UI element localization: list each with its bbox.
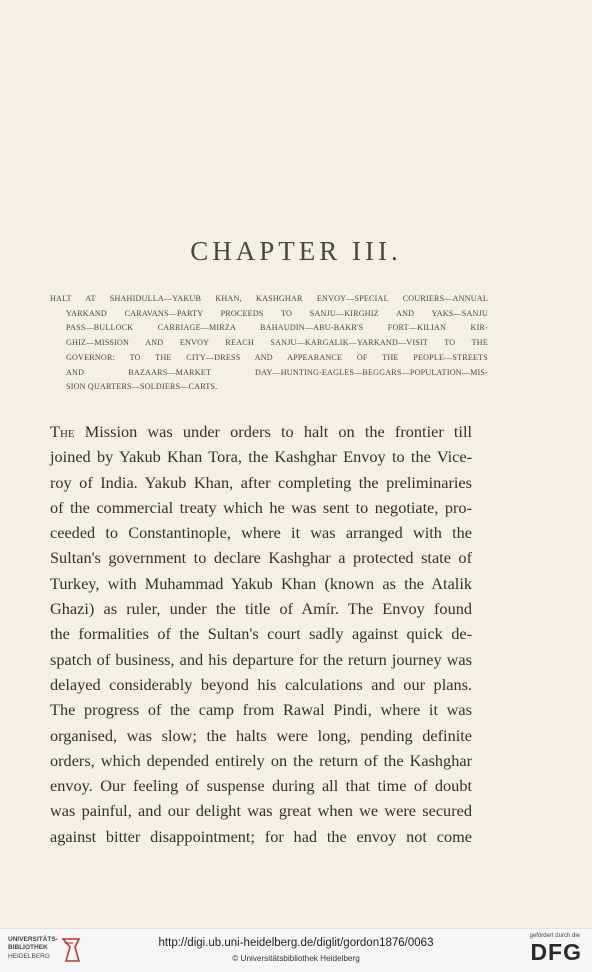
permalink-url[interactable]: http://digi.ub.uni-heidelberg.de/diglit/gordon1876/0063 — [158, 937, 434, 949]
opening-word: The — [50, 422, 75, 441]
body-line: roy of India. Yakub Khan, after completing the preliminaries — [50, 472, 472, 492]
chapter-summary — [50, 292, 488, 395]
body-line: against bitter disappointment; for had the envoy not come — [50, 826, 472, 846]
summary-line: PASS—BULLOCK CARRIAGE—MIRZA BAHAUDIN—ABU-BAKR'S FORT—KILIAN KIR- — [66, 323, 488, 333]
body-line: of the commercial treaty which he was sent to negotiate, pro- — [50, 497, 472, 517]
body-line: Turkey, with Muhammad Yakub Khan (known as the Atalik — [50, 573, 472, 593]
body-line: the formalities of the Sultan's court sadly against quick de- — [50, 624, 472, 644]
logo-text-line: UNIVERSITÄTS- — [8, 936, 58, 943]
summary-line: GOVERNOR: TO THE CITY—DRESS AND APPEARANCE OF THE PEOPLE—STREETS — [66, 352, 488, 362]
body-line: Ghazi) as ruler, under the title of Amír. The Envoy found — [50, 599, 472, 619]
sponsor-note: gefördert durch die — [529, 933, 580, 939]
body-line: ceeded to Constantinople, where it was arranged with the — [50, 523, 472, 543]
logo-text-line: BIBLIOTHEK — [8, 944, 48, 952]
body-line: organised, was slow; the halts were long, pending definite — [50, 725, 472, 745]
logo-text-line: HEIDELBERG — [8, 952, 50, 960]
summary-line: AND BAZAARS—MARKET DAY—HUNTING-EAGLES—BEGGARS—POPULATION—MIS- — [66, 367, 488, 377]
copyright-notice: © Universitätsbibliothek Heidelberg — [232, 954, 360, 963]
summary-line: SION QUARTERS—SOLDIERS—CARTS. — [66, 382, 218, 392]
summary-line: YARKAND CARAVANS—PARTY PROCEEDS TO SANJU—KIRGHIZ AND YAKS—SANJU — [66, 308, 488, 318]
chapter-title: CHAPTER III. — [190, 236, 402, 266]
body-line: spatch of business, and his departure for the return journey was — [50, 649, 472, 669]
summary-line: GHIZ—MISSION AND ENVOY REACH SANJU—KARGALIK—YARKAND—VISIT TO THE — [66, 338, 488, 348]
body-line: joined by Yakub Khan Tora, the Kashghar Envoy to the Vice- — [50, 447, 472, 467]
summary-line: HALT AT SHAHIDULLA—YAKUB KHAN, KASHGHAR ENVOY—SPECIAL COURIERS—ANNUAL — [50, 294, 488, 303]
viewer-footer — [0, 928, 592, 972]
body-paragraph — [50, 419, 472, 849]
body-line-rest: Mission was under orders to halt on the frontier till — [74, 422, 472, 441]
body-line: delayed considerably beyond his calculations and our plans. — [50, 674, 472, 694]
body-line — [50, 419, 472, 444]
body-line: Sultan's government to declare Kashghar a protected state of — [50, 548, 472, 568]
dfg-logo: DFG — [530, 939, 582, 965]
body-line: The progress of the camp from Rawal Pindi, where it was — [50, 700, 472, 720]
body-line: was painful, and our delight was great when we were secured — [50, 801, 472, 821]
body-line: orders, which depended entirely on the return of the Kashghar — [50, 750, 472, 770]
body-line: envoy. Our feeling of suspense during all that time of doubt — [50, 776, 472, 796]
